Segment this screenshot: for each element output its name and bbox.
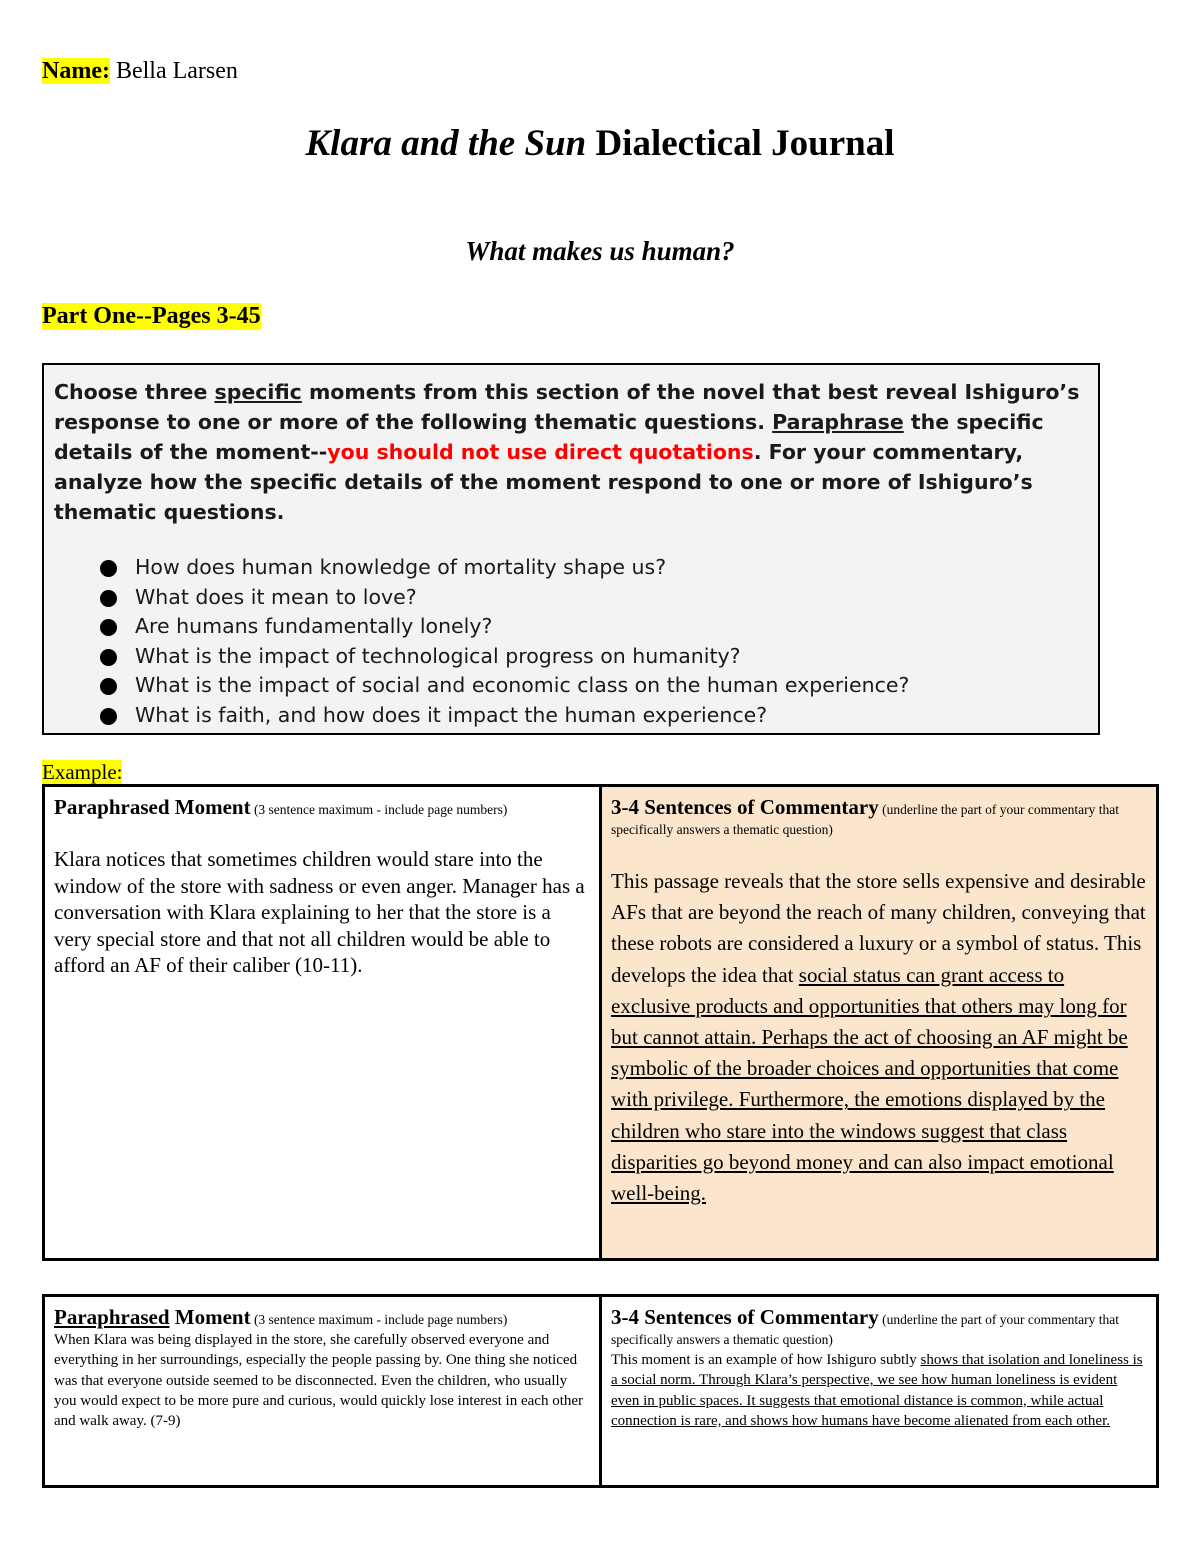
commentary-header [611, 797, 1148, 840]
question-text: What is the impact of technological progress on humanity? [135, 643, 741, 668]
part-heading: Part One--Pages 3-45 [42, 303, 261, 329]
name-label: Name: [42, 58, 110, 84]
example-moment-cell[interactable] [44, 786, 601, 1260]
example-commentary-text [611, 866, 1148, 1209]
commentary-header [611, 1307, 1148, 1350]
question-item [90, 701, 1088, 731]
moment-note: (3 sentence maximum - include page numbers) [250, 802, 508, 817]
question-item [90, 671, 1088, 701]
page-subtitle: What makes us human? [465, 236, 735, 266]
question-text: Are humans fundamentally lonely? [135, 614, 493, 639]
question-item [90, 553, 1088, 583]
instr-text-4: . For your commentary, analyze how the specific details of the moment respond to one or more of Ishiguro’s thematic questions. [54, 440, 1033, 524]
entry-commentary-cell[interactable] [601, 1296, 1158, 1487]
commentary-plain: This passage reveals that the store sells expensive and desirable AFs that are beyond the reach of many children, conveying that these robots are considered a luxury or a symbol of status. This develops the idea that [611, 869, 1146, 987]
entry-moment-cell[interactable] [44, 1296, 601, 1487]
table-row [44, 1296, 1158, 1487]
question-text: What is the impact of social and economic class on the human experience? [135, 673, 910, 698]
commentary-underlined: shows that isolation and loneliness is a social norm. Through Klara’s perspective, we see how human loneliness is evident even in public spaces. It suggests that emotional distance is common, while actual connection is rare, and shows how humans have become alienated from each other. [611, 1352, 1143, 1429]
bullet-icon [100, 560, 117, 577]
entry-moment-text: When Klara was being displayed in the store, she carefully observed everyone and everything in her surroundings, especially the people passing by. One thing she noticed was that everyone outside seemed to be disconnected. Even the children, who usually you would expect to be more pure and curious, would quickly lose interest in each other and walk away. (7-9) [54, 1332, 584, 1430]
moment-note: (3 sentence maximum - include page numbers) [250, 1312, 508, 1327]
bullet-icon [100, 619, 117, 636]
name-line [42, 58, 238, 85]
bullet-icon [100, 678, 117, 695]
bullet-icon [100, 708, 117, 725]
book-title: Klara and the Sun [305, 123, 587, 164]
commentary-title: 3-4 Sentences of Commentary [611, 1305, 879, 1329]
example-moment-text: Klara notices that sometimes children would stare into the window of the store with sadness or even anger. Manager has a conversation with Klara explaining to her that the store is a very special store and that not all children would be able to afford an AF of their caliber (10-11). [54, 847, 585, 977]
question-item [90, 642, 1088, 672]
commentary-underlined: social status can grant access to exclusive products and opportunities that others may long for but cannot attain. Perhaps the act of choosing an AF might be symbolic of the broader choices and opportunities that come with privilege. Furthermore, the emotions displayed by the children who stare into the windows suggest that class disparities go beyond money and can also impact emotional well-being. [611, 962, 1128, 1206]
example-label: Example: [42, 760, 123, 784]
moment-header [54, 1307, 591, 1330]
instr-text-2: moments from this section of the novel that best reveal Ishiguro’s response to one or more of the following thematic questions. [54, 380, 1080, 434]
instructions-box [42, 363, 1100, 735]
example-table [42, 784, 1159, 1261]
instr-warning: you should not use direct quotations [327, 440, 754, 464]
commentary-note: (underline the part of your commentary that specifically answers a thematic question) [611, 1312, 1119, 1347]
bullet-icon [100, 590, 117, 607]
instructions-text [54, 377, 1088, 527]
title-rest: Dialectical Journal [586, 123, 895, 164]
commentary-plain: This moment is an example of how Ishiguro subtly [611, 1352, 921, 1368]
table-row [44, 786, 1158, 1260]
instr-text-1: Choose three [54, 380, 215, 404]
question-item [90, 583, 1088, 613]
entry-table [42, 1294, 1159, 1488]
instr-underline-paraphrase: Paraphrase [772, 410, 904, 434]
instr-underline-specific: specific [214, 380, 302, 404]
question-text: How does human knowledge of mortality shape us? [135, 555, 667, 579]
moment-title-underlined: Paraphrased [54, 1305, 170, 1329]
instr-text-3: the specific details of the moment-- [54, 410, 1044, 464]
entry-commentary-text [611, 1350, 1148, 1431]
moment-header [54, 797, 591, 820]
thematic-questions [54, 553, 1088, 731]
question-item [90, 612, 1088, 642]
example-commentary-cell[interactable] [601, 786, 1158, 1260]
question-text: What does it mean to love? [135, 584, 417, 609]
question-text: What is faith, and how does it impact the human experience? [135, 702, 768, 727]
bullet-icon [100, 649, 117, 666]
moment-title-rest: Moment [169, 1305, 251, 1329]
commentary-title: 3-4 Sentences of Commentary [611, 795, 879, 819]
moment-title: Paraphrased Moment [54, 795, 251, 819]
page-title [0, 122, 1200, 165]
commentary-note: (underline the part of your commentary that specifically answers a thematic question) [611, 802, 1119, 837]
student-name: Bella Larsen [109, 58, 238, 84]
